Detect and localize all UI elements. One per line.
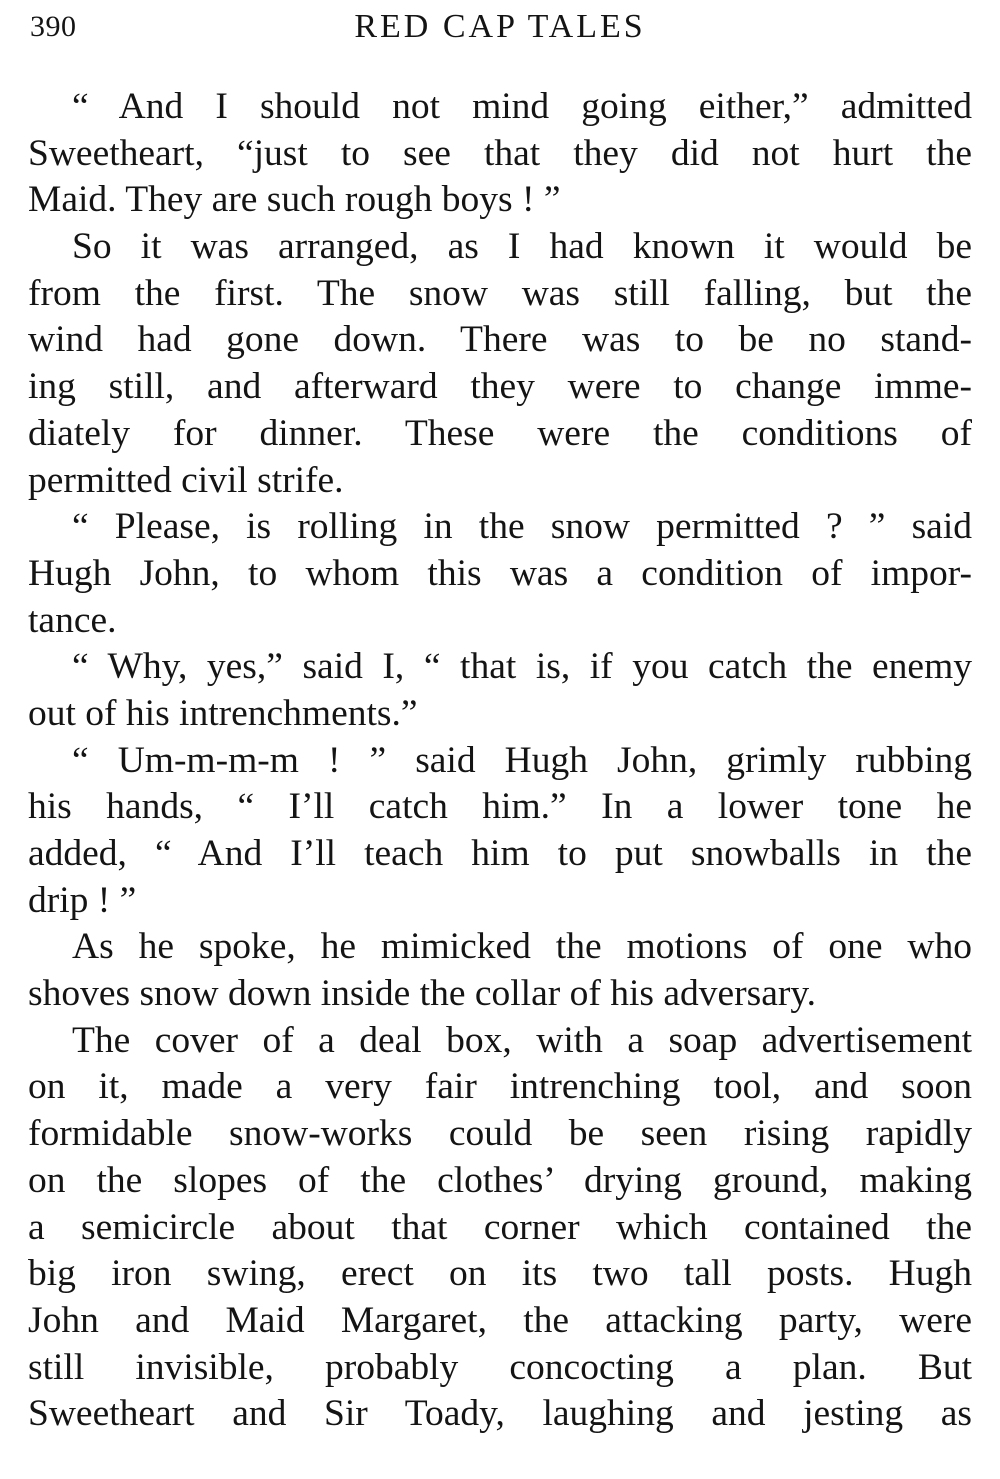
- page-header: [28, 0, 972, 58]
- text-line: on the slopes of the clothes’ drying ground, making: [28, 1159, 972, 1201]
- text-line: still invisible, probably concocting a plan. But: [28, 1346, 972, 1388]
- text-line: drip ! ”: [28, 879, 137, 921]
- running-title: RED CAP TALES: [354, 8, 646, 45]
- text-line: ing still, and afterward they were to change imme-: [28, 366, 972, 408]
- text-line: formidable snow-works could be seen rising rapidly: [28, 1113, 972, 1155]
- text-line: So it was arranged, as I had known it would be: [72, 226, 972, 268]
- book-page: [28, 0, 972, 1479]
- text-line: shoves snow down inside the collar of his adversary.: [28, 973, 817, 1015]
- text-line: Sweetheart and Sir Toady, laughing and jesting as: [28, 1393, 972, 1435]
- text-line: “ Please, is rolling in the snow permitted ? ” said: [72, 506, 972, 548]
- text-line: Maid. They are such rough boys ! ”: [28, 179, 561, 221]
- text-line: his hands, “ I’ll catch him.” In a lower tone he: [28, 786, 972, 828]
- text-line: Sweetheart, “just to see that they did not hurt the: [28, 132, 972, 174]
- text-line: added, “ And I’ll teach him to put snowballs in the: [28, 833, 972, 874]
- text-line: big iron swing, erect on its two tall posts. Hugh: [28, 1253, 972, 1295]
- page-number: 390: [30, 10, 77, 43]
- text-line: wind had gone down. There was to be no stand-: [28, 319, 972, 361]
- text-line: tance.: [28, 599, 117, 641]
- text-line: out of his intrenchments.”: [28, 692, 418, 734]
- text-line: permitted civil strife.: [28, 459, 344, 501]
- text-line: Hugh John, to whom this was a condition of impor-: [28, 552, 972, 594]
- body-text: [28, 84, 972, 1438]
- text-line: “ Um-m-m-m ! ” said Hugh John, grimly rubbing: [72, 739, 972, 781]
- text-line: a semicircle about that corner which contained the: [28, 1206, 972, 1248]
- text-line: The cover of a deal box, with a soap advertisement: [72, 1019, 972, 1061]
- text-line: John and Maid Margaret, the attacking party, were: [28, 1299, 972, 1341]
- text-line: “ And I should not mind going either,” admitted: [72, 86, 972, 127]
- text-line: “ Why, yes,” said I, “ that is, if you catch the enemy: [72, 646, 972, 688]
- text-line: on it, made a very fair intrenching tool, and soon: [28, 1066, 972, 1108]
- text-line: from the first. The snow was still falling, but the: [28, 272, 972, 314]
- text-line: diately for dinner. These were the conditions of: [28, 412, 972, 454]
- text-line: As he spoke, he mimicked the motions of one who: [72, 926, 972, 968]
